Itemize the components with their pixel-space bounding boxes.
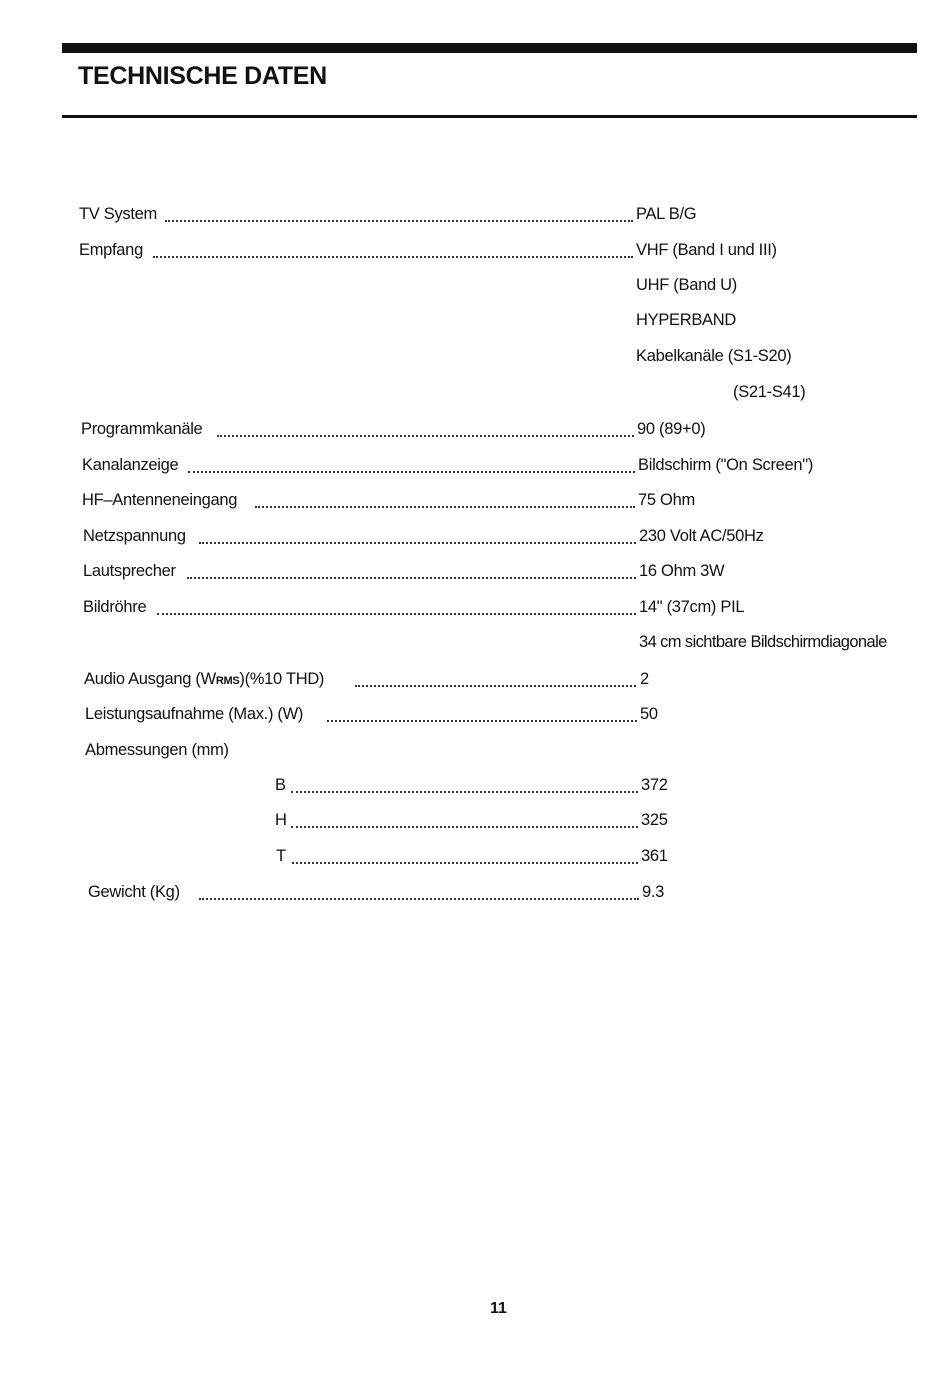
spec-value-empfang-hyperband: HYPERBAND bbox=[636, 311, 736, 329]
leader-dots bbox=[187, 575, 636, 579]
spec-value-lautsprecher: 16 Ohm 3W bbox=[639, 562, 725, 580]
spec-value-bildroehre-diagonale: 34 cm sichtbare Bildschirmdiagonale bbox=[639, 633, 887, 651]
spec-label-hf-antenneneingang: HF–Antenneneingang bbox=[82, 491, 238, 509]
spec-value-breite: 372 bbox=[641, 776, 668, 794]
audio-label-subscript: RMS bbox=[215, 675, 240, 687]
audio-label-part-1: Audio Ausgang (W bbox=[84, 670, 216, 688]
leader-dots bbox=[153, 254, 633, 258]
leader-dots bbox=[292, 860, 638, 864]
audio-label-part-2: )(%10 THD) bbox=[239, 670, 325, 688]
leader-dots bbox=[199, 540, 636, 544]
spec-label-gewicht: Gewicht (Kg) bbox=[88, 883, 180, 901]
top-bar bbox=[62, 43, 917, 53]
spec-value-tv-system: PAL B/G bbox=[636, 205, 697, 223]
spec-value-audio-ausgang: 2 bbox=[640, 670, 649, 688]
spec-value-leistungsaufnahme: 50 bbox=[640, 705, 658, 723]
leader-dots bbox=[188, 469, 635, 473]
leader-dots bbox=[165, 218, 633, 222]
spec-label-leistungsaufnahme: Leistungsaufnahme (Max.) (W) bbox=[85, 705, 304, 723]
title-rule bbox=[62, 115, 917, 118]
page-title: TECHNISCHE DATEN bbox=[78, 62, 327, 90]
spec-label-abmessungen: Abmessungen (mm) bbox=[85, 741, 229, 759]
spec-value-hf-antenneneingang: 75 Ohm bbox=[638, 491, 695, 509]
spec-label-tv-system: TV System bbox=[79, 205, 157, 223]
spec-value-tiefe: 361 bbox=[641, 847, 668, 865]
spec-value-empfang-vhf: VHF (Band I und III) bbox=[636, 241, 777, 259]
spec-value-bildroehre: 14" (37cm) PIL bbox=[639, 598, 745, 616]
leader-dots bbox=[291, 789, 638, 793]
spec-label-programmkanaele: Programmkanäle bbox=[81, 420, 203, 438]
spec-label-netzspannung: Netzspannung bbox=[83, 527, 186, 545]
spec-value-netzspannung: 230 Volt AC/50Hz bbox=[639, 527, 764, 545]
spec-label-kanalanzeige: Kanalanzeige bbox=[82, 456, 179, 474]
spec-value-kanalanzeige: Bildschirm ("On Screen") bbox=[638, 456, 814, 474]
leader-dots bbox=[157, 611, 636, 615]
spec-value-programmkanaele: 90 (89+0) bbox=[637, 420, 706, 438]
spec-value-hoehe: 325 bbox=[641, 811, 668, 829]
spec-label-lautsprecher: Lautsprecher bbox=[83, 562, 176, 580]
leader-dots bbox=[199, 896, 639, 900]
spec-label-breite: B bbox=[275, 776, 286, 794]
leader-dots bbox=[217, 433, 634, 437]
page-number: 11 bbox=[490, 1300, 507, 1317]
spec-label-tiefe: T bbox=[276, 847, 286, 865]
spec-label-bildroehre: Bildröhre bbox=[83, 598, 147, 616]
leader-dots bbox=[255, 504, 635, 508]
leader-dots bbox=[291, 824, 638, 828]
spec-value-empfang-kabel-2: (S21-S41) bbox=[733, 383, 806, 401]
spec-label-empfang: Empfang bbox=[79, 241, 143, 259]
spec-value-empfang-kabel: Kabelkanäle (S1-S20) bbox=[636, 347, 792, 365]
spec-value-gewicht: 9.3 bbox=[642, 883, 665, 901]
leader-dots bbox=[327, 718, 637, 722]
spec-label-hoehe: H bbox=[275, 811, 287, 829]
leader-dots bbox=[355, 683, 636, 687]
spec-value-empfang-uhf: UHF (Band U) bbox=[636, 276, 737, 294]
spec-label-audio-ausgang bbox=[84, 670, 324, 689]
